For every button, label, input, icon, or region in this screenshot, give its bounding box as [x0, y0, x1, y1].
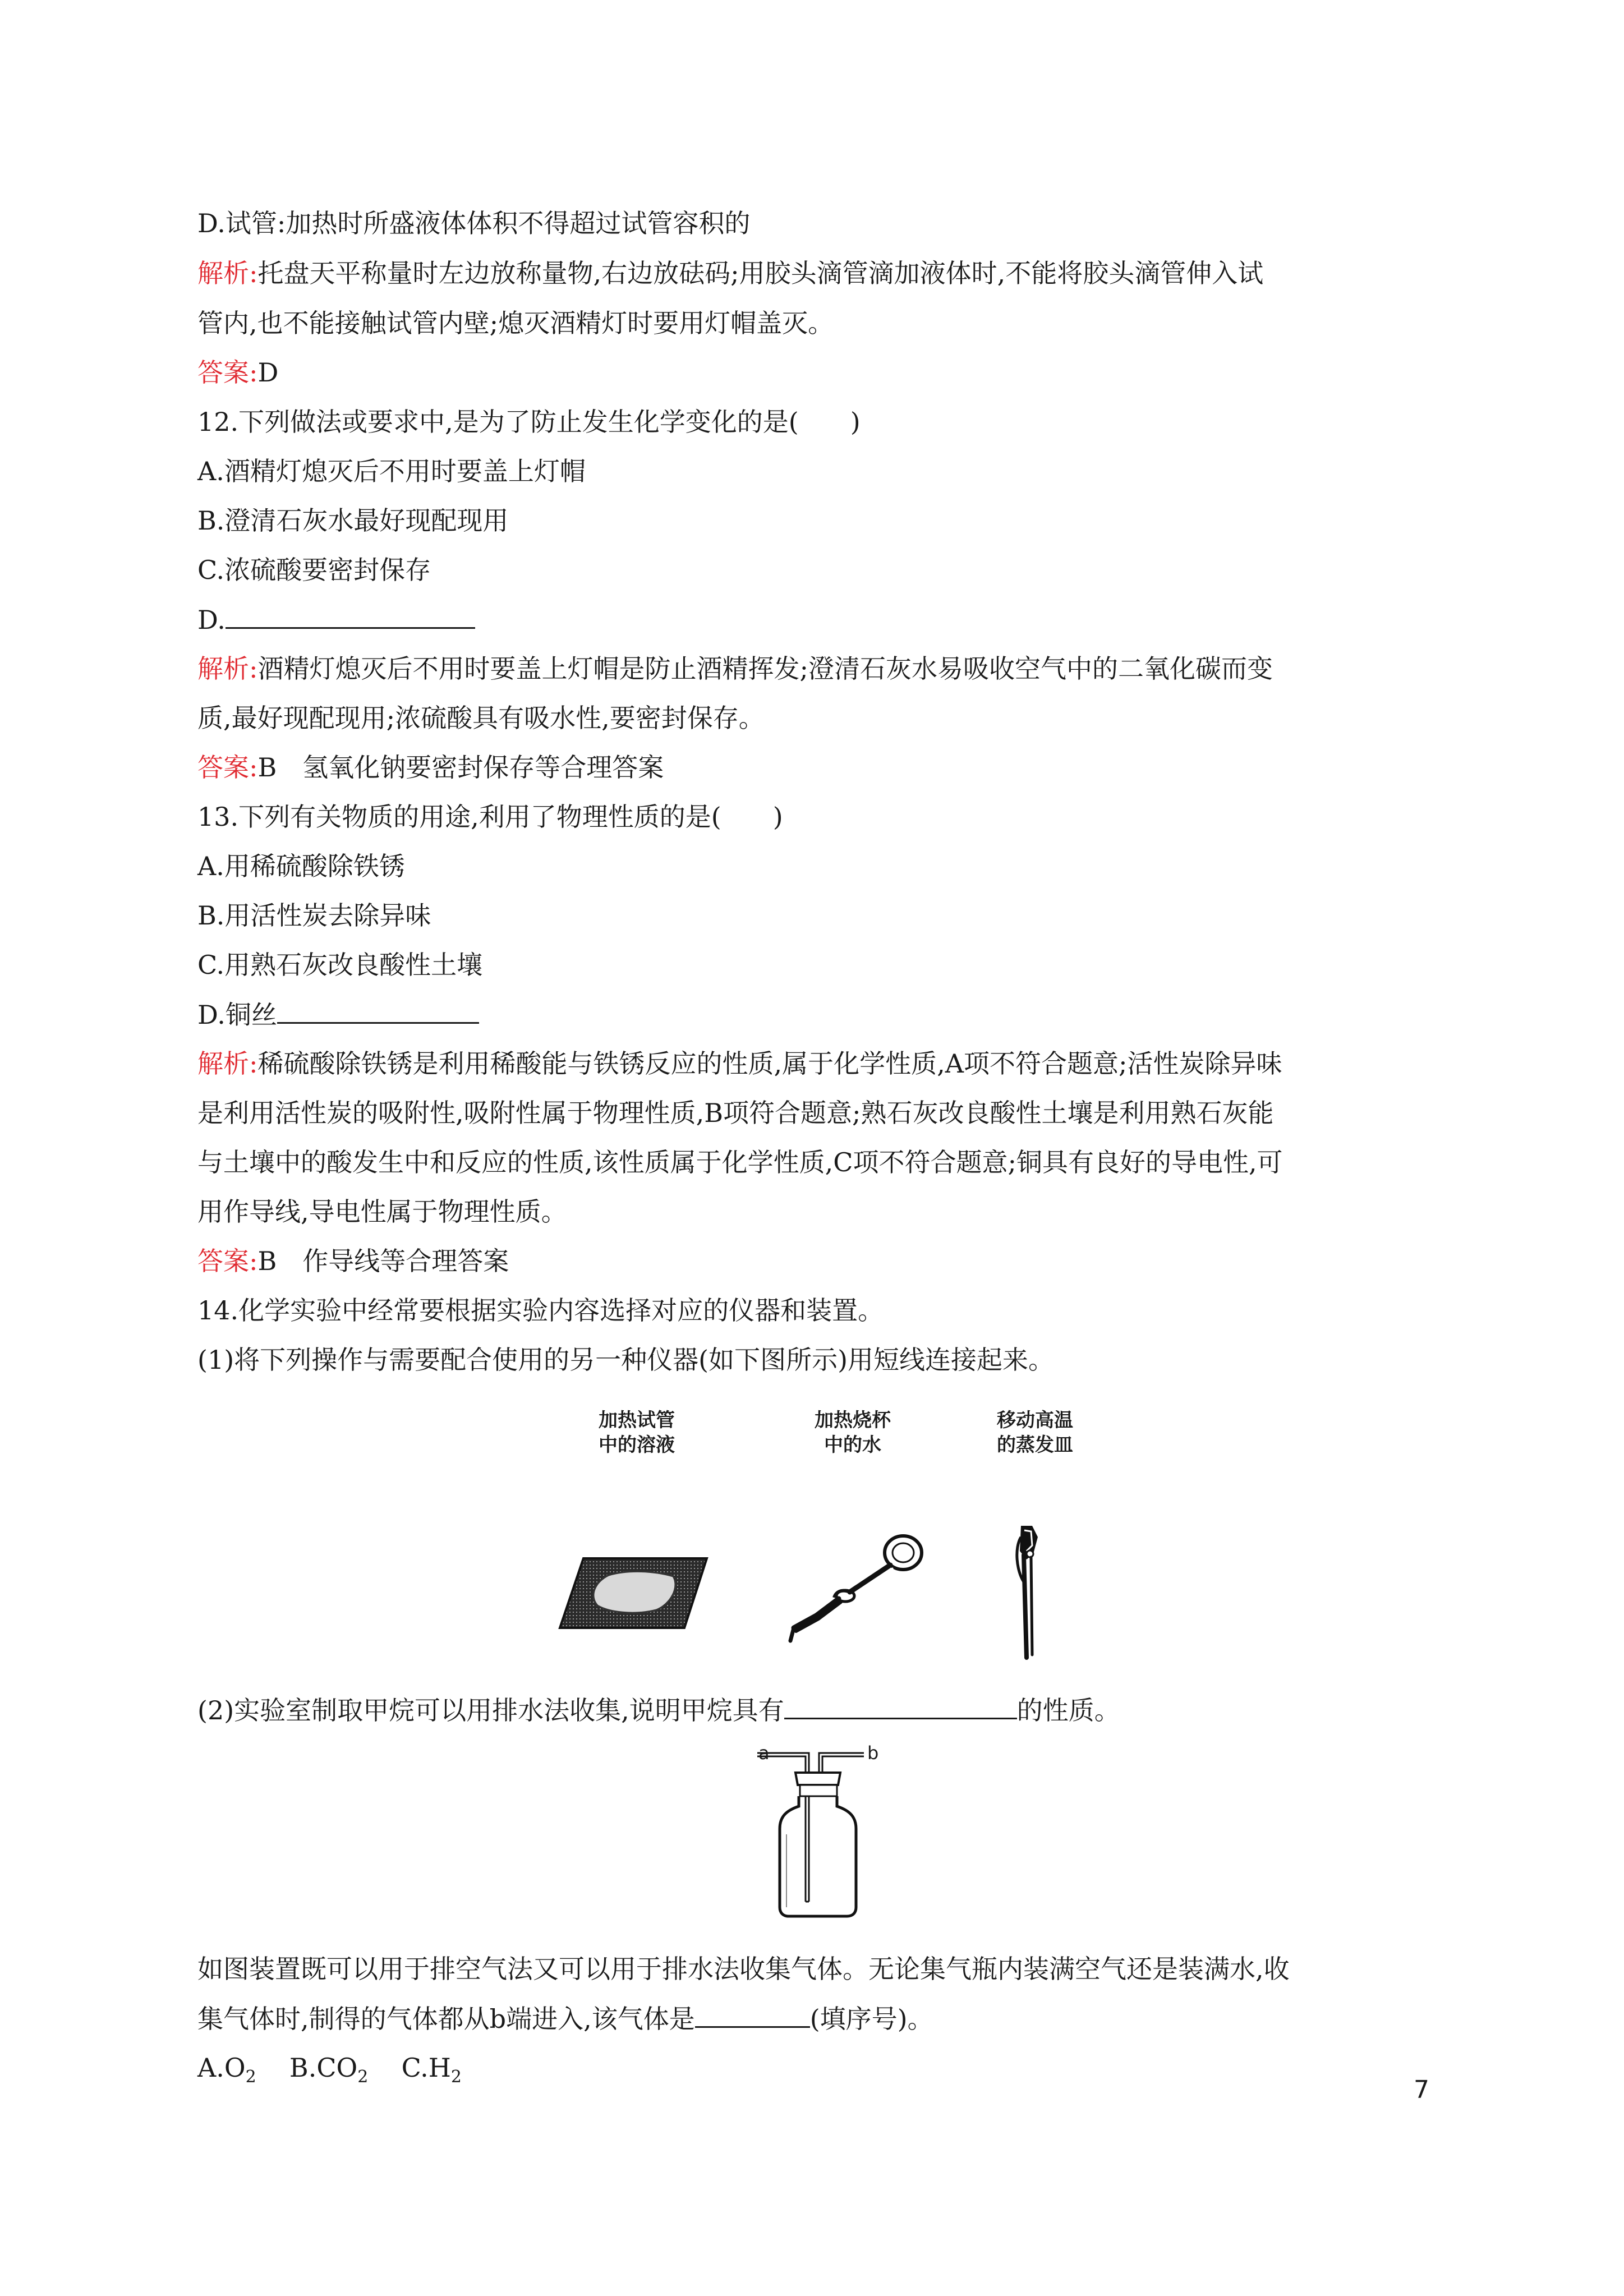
caption-line: 移动高温: [997, 1409, 1073, 1432]
text: B 氢氧化钠要密封保存等合理答案: [257, 752, 664, 783]
figure1-caption-1: [558, 1408, 715, 1457]
question-14-part1: [197, 1343, 1054, 1377]
question-12-option-c: [197, 553, 431, 587]
question-12-stem: [197, 405, 861, 439]
tube-label-a: a: [758, 1742, 770, 1764]
text: B 作导线等合理答案: [257, 1246, 509, 1276]
analysis-line: [197, 701, 765, 735]
text: A.酒精灯熄灭后不用时要盖上灯帽: [197, 456, 586, 486]
text: C.浓硫酸要密封保存: [197, 555, 431, 585]
text: 管内,也不能接触试管内壁;熄灭酒精灯时要用灯帽盖灭。: [197, 308, 834, 338]
text: D.铜丝: [197, 1000, 277, 1030]
text: C.用熟石灰改良酸性土壤: [197, 950, 483, 980]
answer-line: [197, 356, 278, 389]
answer-blank[interactable]: [784, 1693, 1017, 1719]
text: 如图装置既可以用于排空气法又可以用于排水法收集气体。无论集气瓶内装满空气还是装满水,收: [197, 1954, 1290, 1984]
page-number: 7: [1414, 2076, 1429, 2104]
analysis-line: [197, 652, 1273, 685]
text: A.用稀硫酸除铁锈: [197, 851, 405, 881]
text: B.澄清石灰水最好现配现用: [197, 505, 509, 536]
text: 托盘天平称量时左边放称量物,右边放砝码;用胶头滴管滴加液体时,不能将胶头滴管伸入试: [257, 258, 1264, 288]
caption-line: 中的水: [824, 1434, 881, 1456]
answer-tag: 答案:: [197, 357, 258, 388]
question-14-text: [197, 2001, 933, 2036]
option-c-subscript: 2: [450, 2067, 462, 2087]
option-b: B.CO: [289, 2053, 358, 2083]
caption-line: 加热试管: [599, 1409, 675, 1432]
text: D.: [197, 605, 226, 635]
question-13-stem: [197, 800, 783, 834]
text: 是利用活性炭的吸附性,吸附性属于物理性质,B项符合题意;熟石灰改良酸性土壤是利用熟石灰能: [197, 1098, 1274, 1128]
analysis-tag: 解析:: [197, 654, 258, 684]
answer-blank[interactable]: [277, 997, 479, 1024]
text: (填序号)。: [809, 2004, 933, 2034]
text: 集气体时,制得的气体都从b端进入,该气体是: [197, 2004, 695, 2034]
crucible-tongs-icon: [1004, 1520, 1055, 1660]
analysis-tag: 解析:: [197, 1048, 258, 1079]
wire-gauze-icon: [555, 1554, 712, 1632]
caption-line: 加热烧杯: [815, 1409, 891, 1432]
answer-blank[interactable]: [226, 602, 475, 629]
text: B.用活性炭去除异味: [197, 900, 431, 931]
question-14-part2: [197, 1693, 1120, 1727]
answer-blank[interactable]: [695, 2001, 810, 2028]
test-tube-holder-icon: [783, 1526, 928, 1644]
question-12-option-b: [197, 504, 508, 537]
question-12-option-a: [197, 454, 586, 488]
text: 酒精灯熄灭后不用时要盖上灯帽是防止酒精挥发;澄清石灰水易吸收空气中的二氧化碳而变: [257, 654, 1273, 684]
option-c: C.H: [401, 2053, 451, 2083]
question-12-option-d: [197, 602, 475, 637]
caption-line: 的蒸发皿: [997, 1434, 1073, 1456]
question-13-option-b: [197, 899, 431, 932]
question-14-text: [197, 1952, 1290, 1986]
tube-label-b: b: [867, 1742, 879, 1764]
analysis-line: [197, 1096, 1274, 1130]
question-14-options: [197, 2051, 462, 2094]
analysis-line: [197, 1047, 1282, 1080]
gas-bottle-figure: [752, 1739, 886, 1918]
answer-tag: 答案:: [197, 752, 258, 783]
option-d-line: [197, 206, 750, 240]
option-a-subscript: 2: [245, 2067, 256, 2087]
figure1-caption-2: [774, 1408, 931, 1457]
text: 13.下列有关物质的用途,利用了物理性质的是( ): [197, 802, 783, 832]
text: 质,最好现配现用;浓硫酸具有吸水性,要密封保存。: [197, 703, 765, 733]
caption-line: 中的溶液: [599, 1434, 675, 1456]
text: 的性质。: [1016, 1695, 1120, 1726]
question-13-option-c: [197, 948, 482, 982]
text: D.试管:加热时所盛液体体积不得超过试管容积的: [197, 208, 751, 238]
analysis-line: [197, 256, 1263, 290]
answer-line: [197, 1244, 509, 1278]
answer-line: [197, 751, 664, 784]
question-13-option-d: [197, 997, 479, 1032]
text: 与土壤中的酸发生中和反应的性质,该性质属于化学性质,C项不符合题意;铜具有良好的导电性,可: [197, 1147, 1283, 1177]
text: (1)将下列操作与需要配合使用的另一种仪器(如下图所示)用短线连接起来。: [197, 1345, 1055, 1375]
question-13-option-a: [197, 849, 405, 883]
analysis-tag: 解析:: [197, 258, 258, 288]
analysis-line: [197, 1195, 567, 1228]
text: 14.化学实验中经常要根据实验内容选择对应的仪器和装置。: [197, 1295, 884, 1326]
option-a: A.O: [197, 2053, 246, 2083]
question-14-stem: [197, 1294, 884, 1327]
text: 用作导线,导电性属于物理性质。: [197, 1197, 567, 1227]
analysis-line: [197, 1145, 1283, 1179]
option-b-subscript: 2: [357, 2067, 369, 2087]
answer-tag: 答案:: [197, 1246, 258, 1276]
text: (2)实验室制取甲烷可以用排水法收集,说明甲烷具有: [197, 1695, 784, 1726]
text: 稀硫酸除铁锈是利用稀酸能与铁锈反应的性质,属于化学性质,A项不符合题意;活性炭除异味: [257, 1048, 1282, 1079]
text: 12.下列做法或要求中,是为了防止发生化学变化的是( ): [197, 407, 861, 437]
figure1-caption-3: [956, 1408, 1114, 1457]
text: D: [257, 357, 279, 388]
analysis-line: [197, 306, 834, 340]
